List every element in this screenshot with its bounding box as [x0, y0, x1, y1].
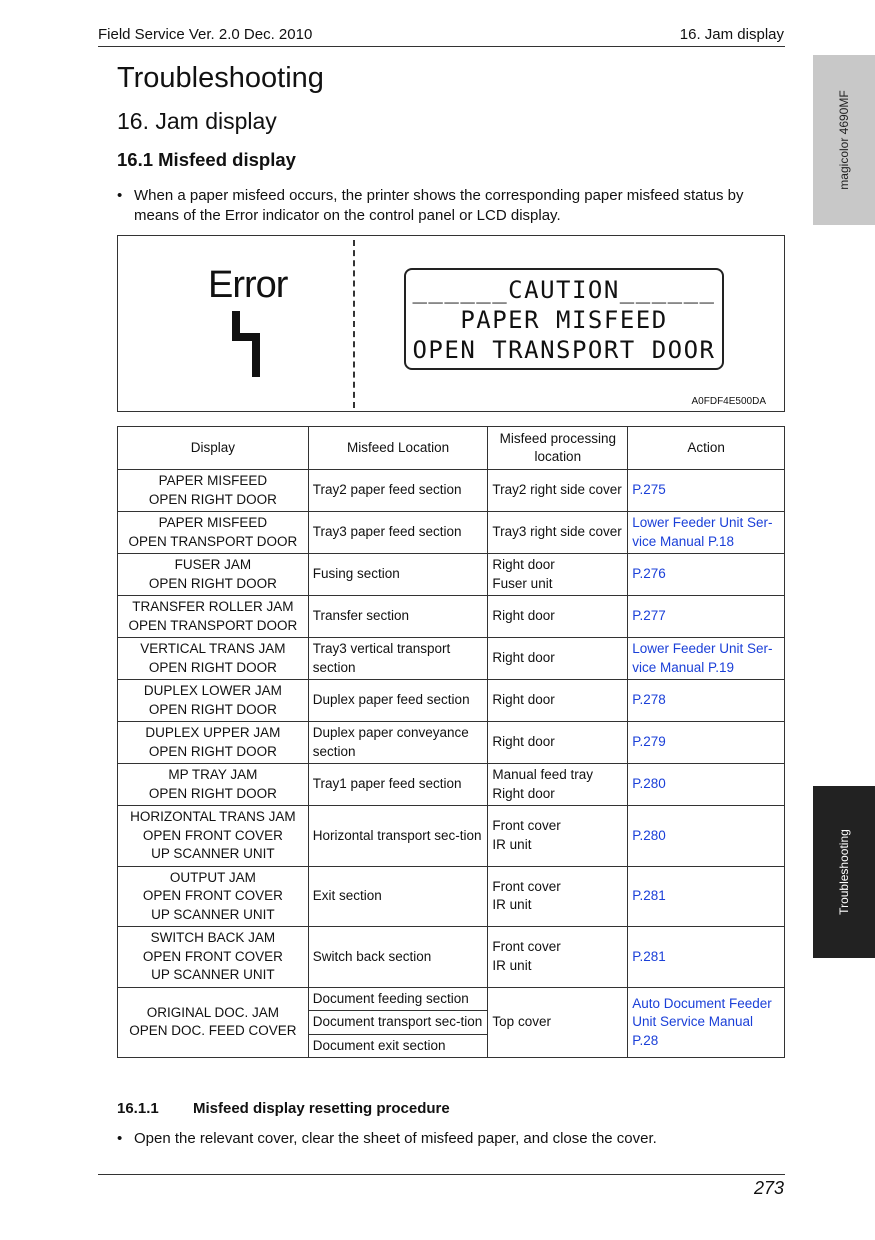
table-header-row	[118, 427, 785, 470]
display-line: OUTPUT JAM	[169, 869, 256, 885]
cell-action-link[interactable]: P.280	[628, 764, 785, 806]
cell-display	[118, 596, 309, 638]
cell-display	[118, 470, 309, 512]
processing-line: Tray2 right side cover	[492, 482, 622, 498]
cell-display	[118, 722, 309, 764]
cell-processing	[488, 470, 628, 512]
processing-line: Right door	[492, 650, 555, 666]
cell-location: Tray2 paper feed section	[308, 470, 488, 512]
header-display: Display	[118, 427, 309, 470]
display-line: PAPER MISFEED	[158, 473, 268, 488]
table-row	[118, 764, 785, 806]
display-line: OPEN FRONT COVER	[142, 948, 283, 964]
cell-display	[118, 866, 309, 927]
table-row	[118, 638, 785, 680]
cell-display	[118, 806, 309, 867]
processing-line: Front cover	[492, 878, 561, 894]
table-row	[118, 512, 785, 554]
cell-action-link[interactable]: P.280	[628, 806, 785, 867]
cell-display	[118, 987, 309, 1058]
display-line: UP SCANNER UNIT	[151, 846, 275, 861]
lcd-line-1: ______CAUTION______	[412, 276, 716, 304]
table-row	[118, 680, 785, 722]
processing-line: Right door	[492, 692, 555, 708]
cell-action-link[interactable]: P.276	[628, 554, 785, 596]
cell-location: Document transport sec-tion	[308, 1011, 488, 1035]
cell-action-link[interactable]: Lower Feeder Unit Ser-vice Manual P.19	[628, 638, 785, 680]
display-line: OPEN RIGHT DOOR	[148, 701, 277, 717]
table-row	[118, 470, 785, 512]
display-line: DUPLEX LOWER JAM	[143, 683, 282, 698]
cell-processing	[488, 866, 628, 927]
cell-location: Fusing section	[308, 554, 488, 596]
cell-location: Transfer section	[308, 596, 488, 638]
lcd-line-3: OPEN TRANSPORT DOOR	[412, 336, 716, 364]
display-line: OPEN RIGHT DOOR	[148, 785, 277, 801]
table-row	[118, 866, 785, 927]
display-line: HORIZONTAL TRANS JAM	[130, 809, 296, 824]
display-line: PAPER MISFEED	[158, 515, 268, 530]
display-line: TRANSFER ROLLER JAM	[132, 599, 294, 614]
cell-processing	[488, 512, 628, 554]
figure-divider	[353, 240, 355, 408]
cell-action-link[interactable]: P.281	[628, 866, 785, 927]
side-tab-section-label: Troubleshooting	[837, 829, 851, 915]
display-line: UP SCANNER UNIT	[151, 967, 275, 982]
cell-processing	[488, 927, 628, 988]
bullet-dot: •	[117, 187, 123, 204]
side-tab-model	[813, 55, 875, 225]
display-line: OPEN TRANSPORT DOOR	[128, 533, 298, 549]
misfeed-table	[117, 426, 785, 1058]
cell-location: Exit section	[308, 866, 488, 927]
section-title: 16. Jam display	[117, 108, 277, 134]
subsection-title: 16.1 Misfeed display	[117, 149, 296, 170]
processing-line: Right door	[492, 608, 555, 624]
cell-location: Horizontal transport sec-tion	[308, 806, 488, 867]
cell-display	[118, 680, 309, 722]
reset-bullet	[117, 1129, 785, 1149]
cell-action-link[interactable]: P.278	[628, 680, 785, 722]
resetting-procedure-title	[117, 1100, 450, 1117]
display-line: OPEN DOC. FEED COVER	[129, 1023, 297, 1039]
display-line: OPEN RIGHT DOOR	[148, 743, 277, 759]
side-tab-section	[813, 786, 875, 958]
cell-display	[118, 638, 309, 680]
error-display-figure	[117, 235, 785, 412]
subsection-name: Misfeed display resetting procedure	[193, 1100, 450, 1117]
cell-display	[118, 512, 309, 554]
cell-location: Switch back section	[308, 927, 488, 988]
processing-line: IR unit	[492, 836, 532, 852]
header-left: Field Service Ver. 2.0 Dec. 2010	[98, 26, 313, 43]
header-right: 16. Jam display	[679, 26, 784, 43]
error-lightning-icon	[228, 311, 268, 379]
cell-processing: Top cover	[488, 987, 628, 1058]
processing-line: Right door	[492, 734, 555, 750]
display-line: OPEN RIGHT DOOR	[148, 575, 277, 591]
processing-line: Front cover	[492, 939, 561, 955]
cell-processing	[488, 764, 628, 806]
chapter-title: Troubleshooting	[117, 62, 324, 94]
cell-location: Tray3 vertical transport section	[308, 638, 488, 680]
display-line: OPEN FRONT COVER	[142, 888, 283, 903]
cell-location: Tray3 paper feed section	[308, 512, 488, 554]
cell-processing	[488, 638, 628, 680]
processing-line: IR unit	[492, 897, 532, 913]
display-line: MP TRAY JAM	[168, 767, 258, 782]
cell-location: Tray1 paper feed section	[308, 764, 488, 806]
intro-bullet-text: When a paper misfeed occurs, the printer shows the corresponding paper misfeed status by means of the Error indicator on the control panel or LCD display.	[134, 187, 744, 224]
table-row	[118, 806, 785, 867]
cell-action-link[interactable]: Lower Feeder Unit Ser-vice Manual P.18	[628, 512, 785, 554]
cell-processing	[488, 722, 628, 764]
header-processing: Misfeed processing location	[488, 427, 628, 470]
display-line: UP SCANNER UNIT	[151, 906, 275, 922]
cell-action-link[interactable]: P.277	[628, 596, 785, 638]
processing-line: IR unit	[492, 957, 532, 973]
display-line: FUSER JAM	[174, 557, 252, 572]
cell-action-link[interactable]: P.281	[628, 927, 785, 988]
error-indicator-label: Error	[208, 264, 288, 306]
intro-bullet	[117, 186, 785, 226]
header-location: Misfeed Location	[308, 427, 488, 470]
cell-processing	[488, 596, 628, 638]
cell-display	[118, 764, 309, 806]
cell-action-link[interactable]: P.279	[628, 722, 785, 764]
table-row	[118, 722, 785, 764]
side-tab-model-label: magicolor 4690MF	[837, 90, 851, 190]
footer-rule	[98, 1174, 785, 1175]
header-action: Action	[628, 427, 785, 470]
table-row	[118, 554, 785, 596]
processing-line: Right door	[492, 785, 555, 801]
cell-location: Document exit section	[308, 1034, 488, 1058]
processing-line: Manual feed tray	[492, 767, 593, 782]
cell-action-link[interactable]: Auto Document Feeder Unit Service Manual P.28	[628, 987, 785, 1058]
table-row	[118, 596, 785, 638]
cell-processing	[488, 680, 628, 722]
processing-line: Front cover	[492, 818, 561, 834]
cell-location: Duplex paper feed section	[308, 680, 488, 722]
reset-bullet-text: Open the relevant cover, clear the sheet of misfeed paper, and close the cover.	[134, 1130, 657, 1147]
display-line: VERTICAL TRANS JAM	[140, 641, 286, 656]
display-line: DUPLEX UPPER JAM	[145, 725, 281, 740]
processing-line: Right door	[492, 557, 555, 572]
cell-location: Document feeding section	[308, 987, 488, 1011]
table-row	[118, 987, 785, 1011]
lcd-line-2: PAPER MISFEED	[460, 306, 668, 334]
display-line: ORIGINAL DOC. JAM	[146, 1004, 279, 1020]
cell-action-link[interactable]: P.275	[628, 470, 785, 512]
table-row	[118, 927, 785, 988]
cell-processing	[488, 554, 628, 596]
header-rule	[98, 46, 785, 47]
subsection-number: 16.1.1	[117, 1100, 159, 1117]
display-line: OPEN FRONT COVER	[142, 827, 283, 843]
cell-processing	[488, 806, 628, 867]
page-number: 273	[753, 1178, 784, 1198]
bullet-dot: •	[117, 1130, 123, 1147]
display-line: SWITCH BACK JAM	[150, 930, 276, 945]
cell-display	[118, 554, 309, 596]
figure-code: A0FDF4E500DA	[691, 396, 766, 407]
cell-display	[118, 927, 309, 988]
processing-line: Tray3 right side cover	[492, 524, 622, 540]
display-line: OPEN RIGHT DOOR	[148, 491, 277, 507]
processing-line: Fuser unit	[492, 575, 553, 591]
display-line: OPEN RIGHT DOOR	[148, 659, 277, 675]
cell-location: Duplex paper conveyance section	[308, 722, 488, 764]
lcd-panel	[404, 268, 724, 370]
table-body	[118, 470, 785, 1058]
display-line: OPEN TRANSPORT DOOR	[128, 617, 298, 633]
